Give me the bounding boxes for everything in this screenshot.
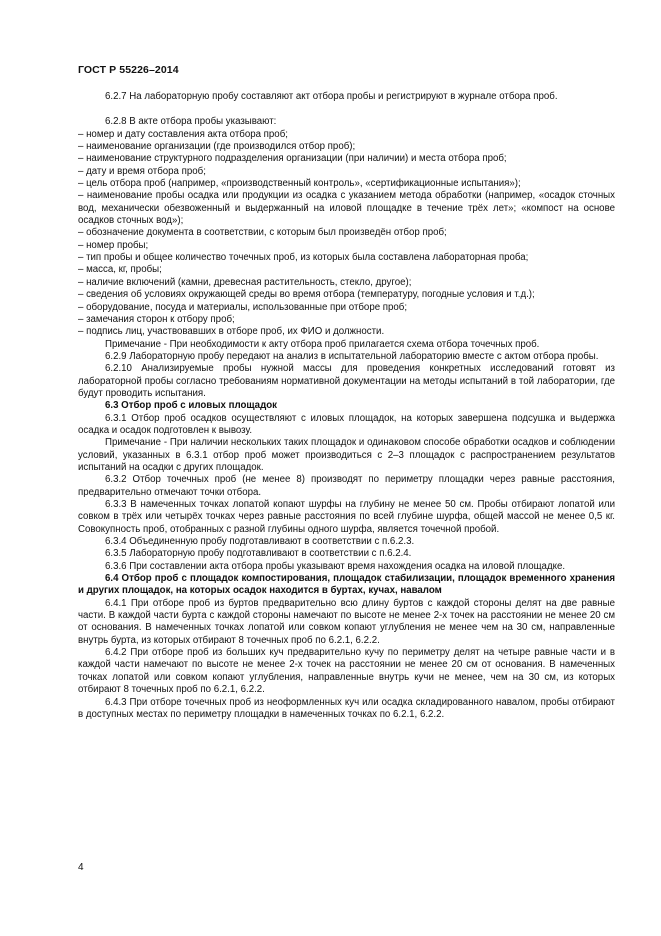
- list-item: – наименование организации (где производился отбор проб);: [78, 141, 356, 153]
- paragraph: Примечание - При необходимости к акту отбора проб прилагается схема отбора точечных проб.: [105, 338, 540, 350]
- list-item: – замечания сторон к отбору проб;: [78, 313, 235, 325]
- list-item: – тип пробы и общее количество точечных проб, из которых была составлена лабораторная проба;: [78, 252, 529, 264]
- paragraph: 6.2.8 В акте отбора пробы указывают:: [105, 116, 277, 128]
- page-number: 4: [78, 862, 84, 873]
- list-item: – наименование структурного подразделения организации (при наличии) и места отбора проб;: [78, 153, 507, 165]
- paragraph: 6.3.4 Объединенную пробу подготавливают в соответствии с п.6.2.3.: [105, 536, 415, 548]
- document-header: ГОСТ Р 55226–2014: [78, 64, 179, 76]
- list-item: – наименование пробы осадка или продукции из осадка с указанием метода обработки (например, «осадок сточных вод, механически обезвоженный и выдержанный на иловой площадке в течение трёх лет»; «компост на основе осадков сточных вод»);: [78, 190, 615, 227]
- list-item: – масса, кг, пробы;: [78, 264, 162, 276]
- list-item: – оборудование, посуда и материалы, использованные при отборе проб;: [78, 301, 408, 313]
- paragraph: 6.3.6 При составлении акта отбора пробы указывают время нахождения осадка на иловой площадке.: [105, 560, 566, 572]
- list-item: – подпись лиц, участвовавших в отборе проб, их ФИО и должности.: [78, 326, 385, 338]
- paragraph: 6.3.3 В намеченных точках лопатой копают шурфы на глубину не менее 50 см. Пробы отбирают лопатой или совком в трёх или четырёх точках через равные расстояния по всей глубине шурфа, общей массой не менее 0,5 кг. Совокупность проб, отобранных с разной глубины одного шурфа, является точечной пробой.: [78, 499, 615, 535]
- list-item: – номер и дату составления акта отбора проб;: [78, 128, 288, 140]
- list-item: – номер пробы;: [78, 239, 149, 251]
- paragraph: 6.2.9 Лабораторную пробу передают на анализ в испытательной лабораторию вместе с актом отбора пробы.: [105, 350, 599, 362]
- paragraph: Примечание - При наличии нескольких таких площадок и одинаковом способе обработки осадков и соблюдении условий, указанных в 6.3.1 отбор проб может производиться с 2–3 площадок с распространением результатов испытаний на осадки с других площадок.: [78, 437, 615, 473]
- paragraph-gap: [78, 103, 615, 116]
- list-item: – обозначение документа в соответствии, с которым был произведён отбор проб;: [78, 227, 447, 239]
- paragraph: 6.3.1 Отбор проб осадков осуществляют с иловых площадок, на которых завершена подсушка и выдержка осадка и осадок подготовлен к вывозу.: [78, 412, 615, 436]
- paragraph: 6.3.2 Отбор точечных проб (не менее 8) производят по периметру площадки через равные расстояния, предварительно отмечают точки отбора.: [78, 474, 615, 498]
- paragraph: 6.3.5 Лабораторную пробу подготавливают в соответствии с п.6.2.4.: [105, 548, 412, 560]
- paragraph: 6.4.2 При отборе проб из больших куч предварительно кучу по периметру делят на четыре равные части и в каждой части намечают по высоте не менее 2-х точек на расстоянии не менее 20 см от основания. В намеченных точках лопатой или совком копают углубления, направленные внутрь кучи не менее, чем на 30 см, из которых отбирают 8 точечных проб по 6.2.1, 6.2.2.: [78, 647, 615, 696]
- section-heading: 6.3 Отбор проб с иловых площадок: [105, 400, 277, 412]
- section-heading: 6.4 Отбор проб с площадок компостирования, площадок стабилизации, площадок временного хранения и других площадок, на которых осадок находится в буртах, кучах, навалом: [78, 573, 615, 597]
- document-body: [78, 91, 615, 721]
- paragraph: 6.2.7 На лабораторную пробу составляют акт отбора пробы и регистрируют в журнале отбора проб.: [105, 91, 558, 102]
- paragraph: 6.4.3 При отборе точечных проб из неоформленных куч или осадка складированного навалом, пробы отбирают в доступных местах по периметру площадки в намеченных точках по 6.2.1, 6.2.2.: [78, 696, 615, 720]
- paragraph: 6.4.1 При отборе проб из буртов предварительно всю длину буртов с каждой стороны делят на две равные части. В каждой части бурта с каждой стороны намечают по высоте не менее 2-х точек на расстоянии не менее 20 см от основания. В намеченных точках лопатой или совком копают углубления не менее чем на 30 см, направленные внутрь бурта, из которых отбирают 8 точечных проб по 6.2.1, 6.2.2.: [78, 597, 615, 646]
- list-item: – цель отбора проб (например, «производственный контроль», «сертификационные испытания»);: [78, 178, 521, 190]
- list-item: – наличие включений (камни, древесная растительность, стекло, другое);: [78, 276, 412, 288]
- paragraph: 6.2.10 Анализируемые пробы нужной массы для проведения конкретных исследований готовят из лабораторной пробы согласно требованиям нормативной документации на методы испытаний в той лаборатории, где будут проводить испытания.: [78, 363, 615, 399]
- list-item: – сведения об условиях окружающей среды во время отбора (температуру, погодные условия и т.д.);: [78, 289, 535, 301]
- list-item: – дату и время отбора проб;: [78, 165, 206, 177]
